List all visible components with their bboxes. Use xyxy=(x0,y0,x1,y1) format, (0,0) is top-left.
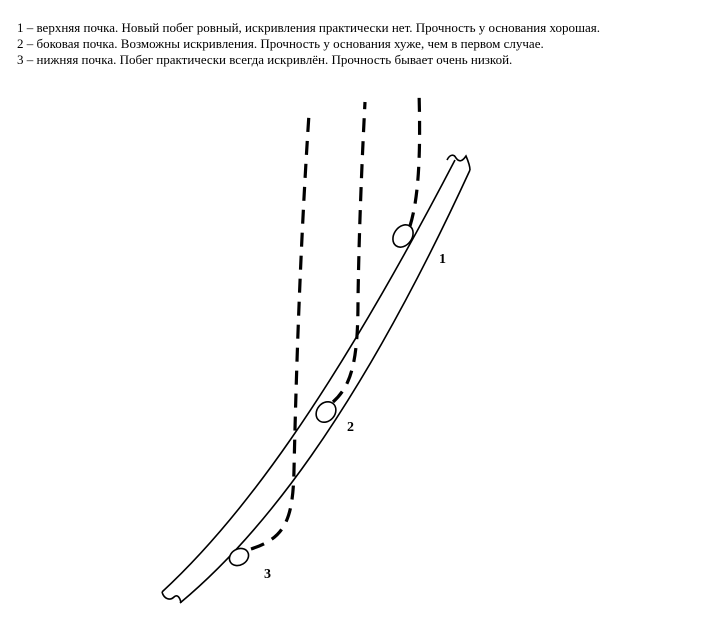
legend-item-2: 2 – боковая почка. Возможны искривления. Прочность у основания хуже, чем в первом случае. xyxy=(17,36,544,51)
shoot-2-dashed xyxy=(333,102,365,402)
legend-item-3: 3 – нижняя почка. Побег практически всегда искривлён. Прочность бывает очень низкой. xyxy=(17,52,513,67)
branch-bottom-cut xyxy=(162,592,181,603)
legend-item-1: 1 – верхняя почка. Новый побег ровный, искривления практически нет. Прочность у основания хорошая. xyxy=(17,20,600,35)
bud-label-2: 2 xyxy=(347,420,354,435)
shoot-1-dashed xyxy=(410,92,420,226)
bud-label-3: 3 xyxy=(264,567,271,582)
shoot-3-dashed xyxy=(251,114,309,549)
bud-3 xyxy=(226,545,251,569)
bud-1 xyxy=(389,221,418,251)
bud-label-1: 1 xyxy=(439,252,446,267)
